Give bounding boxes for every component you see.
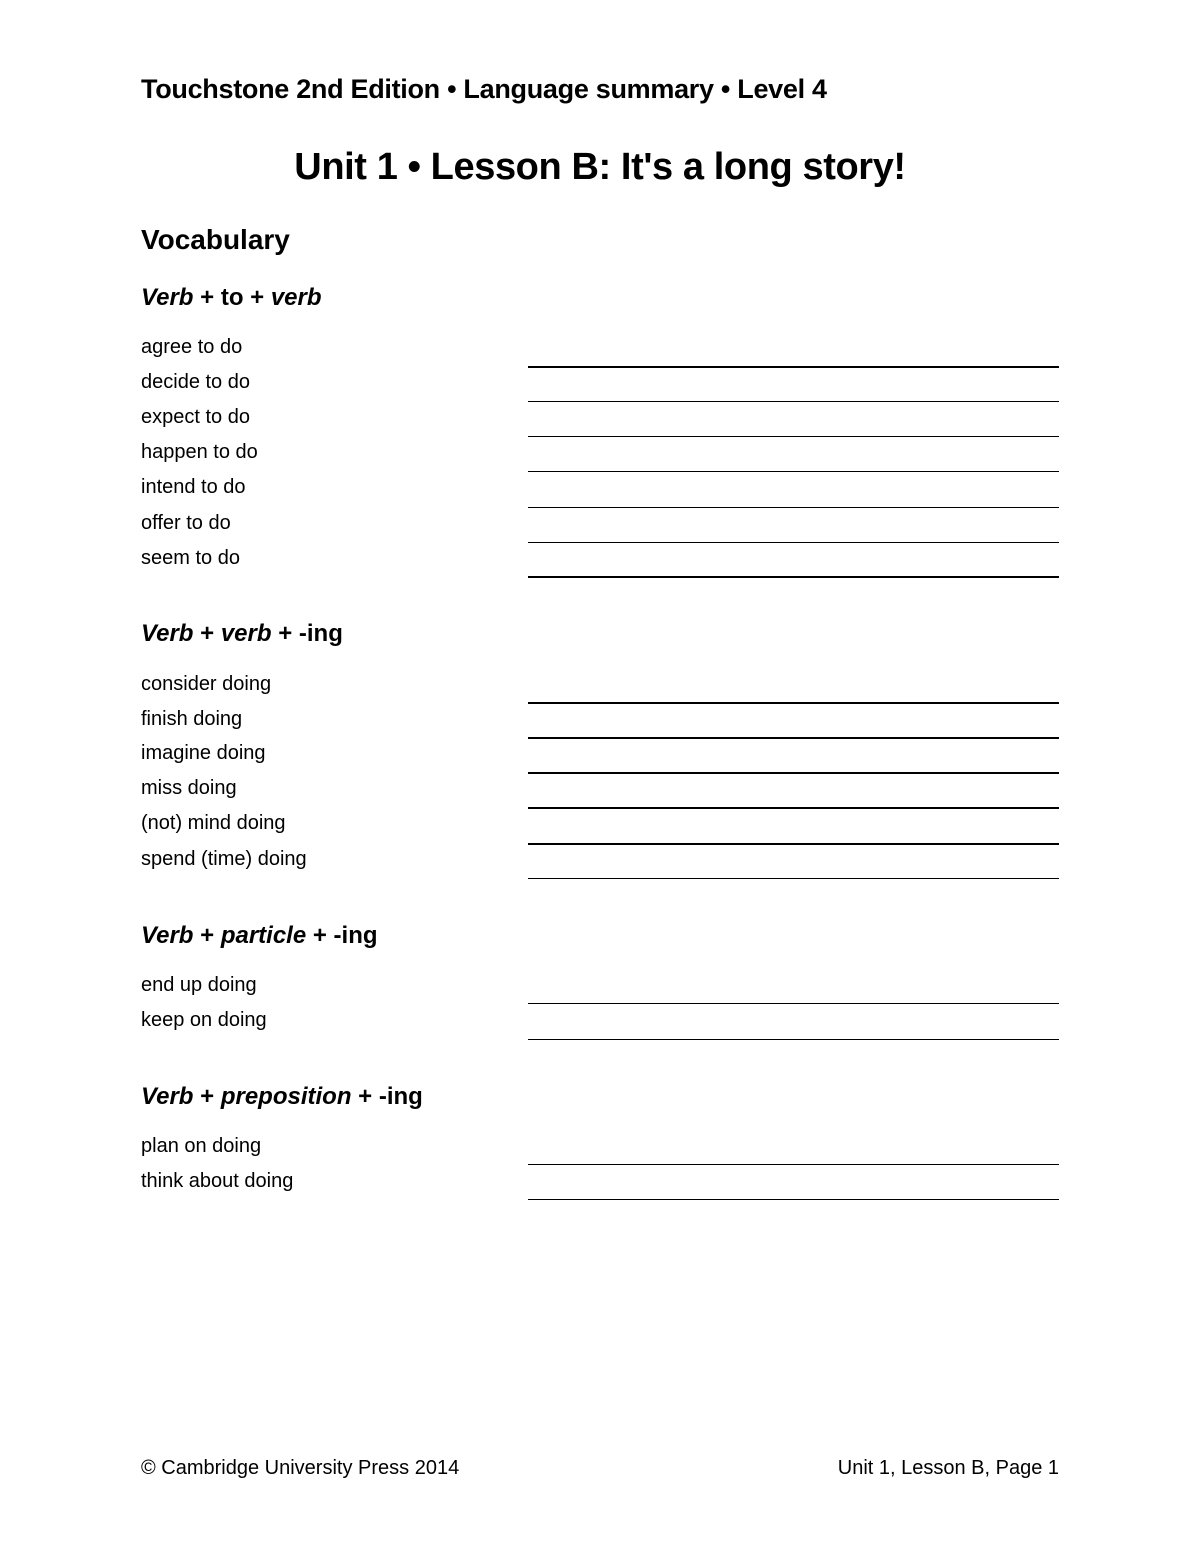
page-title: Unit 1 • Lesson B: It's a long story! [294, 146, 906, 188]
heading-part: Verb [141, 922, 194, 949]
answer-line[interactable] [528, 542, 1059, 543]
copyright-footer: © Cambridge University Press 2014 [141, 1457, 460, 1479]
vocab-item: expect to do [141, 406, 250, 428]
section-heading-verb-verb-ing [141, 620, 343, 648]
vocab-item: miss doing [141, 777, 237, 799]
vocabulary-heading: Vocabulary [141, 224, 290, 255]
vocab-item: intend to do [141, 476, 246, 498]
answer-line[interactable] [528, 1003, 1059, 1004]
answer-line[interactable] [528, 436, 1059, 437]
vocab-item: end up doing [141, 974, 257, 996]
answer-line[interactable] [528, 772, 1059, 774]
answer-line[interactable] [528, 576, 1059, 578]
section-heading-verb-particle-ing [141, 922, 378, 950]
answer-line[interactable] [528, 1039, 1059, 1040]
document-header: Touchstone 2nd Edition • Language summary • Level 4 [141, 74, 827, 104]
heading-part: + to + [193, 284, 271, 311]
heading-part: + [193, 1083, 221, 1110]
heading-part: + [193, 922, 221, 949]
section-heading-verb-to-verb [141, 284, 322, 312]
heading-part: preposition [220, 1083, 352, 1110]
heading-part: verb [220, 620, 272, 647]
heading-part: particle [220, 922, 307, 949]
answer-line[interactable] [528, 1164, 1059, 1165]
vocab-item: seem to do [141, 547, 240, 569]
vocab-item: keep on doing [141, 1009, 267, 1031]
heading-part: + [193, 620, 221, 647]
heading-part: verb [270, 284, 322, 311]
answer-line[interactable] [528, 807, 1059, 809]
vocab-item: agree to do [141, 336, 243, 358]
heading-part: Verb [141, 1083, 194, 1110]
vocab-item: (not) mind doing [141, 812, 286, 834]
vocab-item: happen to do [141, 441, 258, 463]
answer-line[interactable] [528, 366, 1059, 368]
heading-part: + -ing [306, 922, 378, 949]
vocab-item: plan on doing [141, 1135, 262, 1157]
vocab-item: think about doing [141, 1170, 294, 1192]
vocab-item: offer to do [141, 512, 231, 534]
answer-line[interactable] [528, 878, 1059, 879]
heading-part: + -ing [271, 620, 343, 647]
heading-part: Verb [141, 620, 194, 647]
answer-line[interactable] [528, 1199, 1059, 1200]
answer-line[interactable] [528, 507, 1059, 508]
answer-line[interactable] [528, 702, 1059, 704]
heading-part: + -ing [351, 1083, 423, 1110]
answer-line[interactable] [528, 401, 1059, 402]
vocab-item: consider doing [141, 673, 272, 695]
vocab-item: imagine doing [141, 742, 266, 764]
answer-line[interactable] [528, 843, 1059, 845]
page-number-footer: Unit 1, Lesson B, Page 1 [837, 1457, 1059, 1479]
section-heading-verb-preposition-ing [141, 1083, 423, 1111]
heading-part: Verb [141, 284, 194, 311]
vocab-item: finish doing [141, 708, 243, 730]
vocab-item: spend (time) doing [141, 848, 307, 870]
answer-line[interactable] [528, 737, 1059, 739]
answer-line[interactable] [528, 471, 1059, 472]
vocab-item: decide to do [141, 371, 250, 393]
